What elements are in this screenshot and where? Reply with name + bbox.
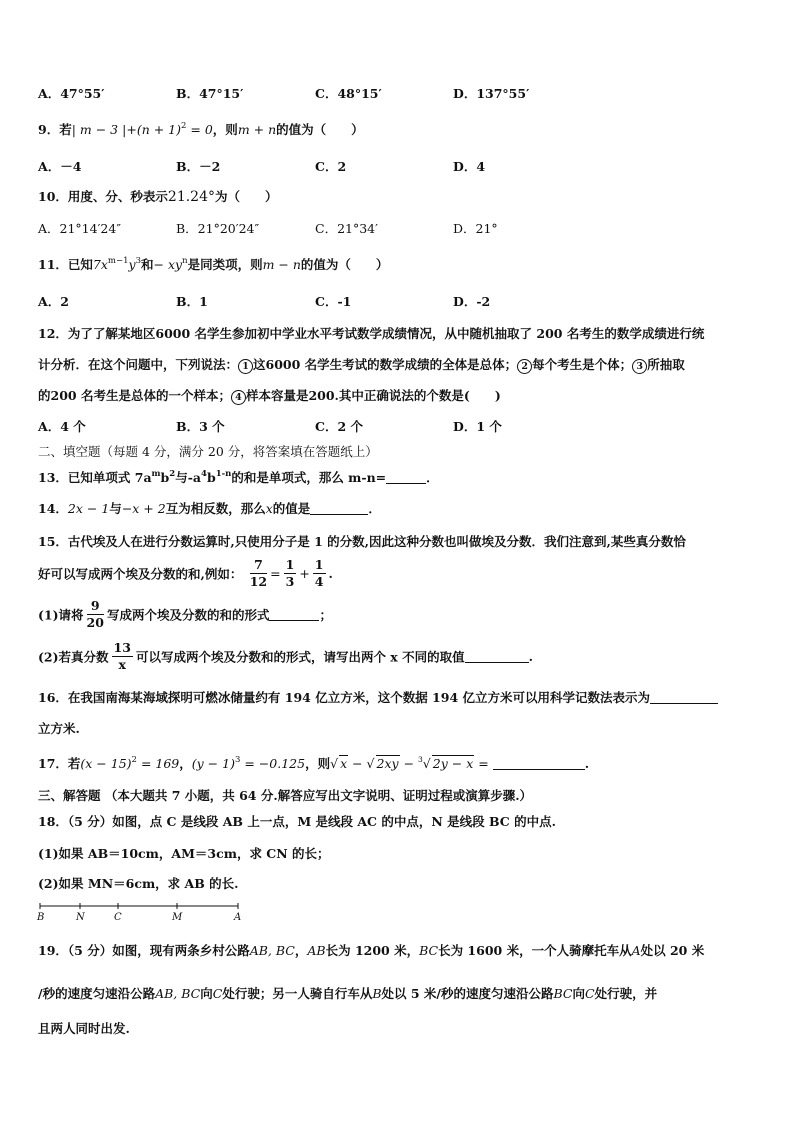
- q14-expr1: 2x − 1: [67, 501, 110, 516]
- q9-mn: m + n: [237, 122, 277, 137]
- q11-term1: $7x^{m-1}y^3$: [92, 256, 141, 272]
- q8-option-a: A．47°55′: [38, 86, 105, 101]
- q9-stem: [38, 120, 364, 138]
- q11-option-d: D．-2: [453, 294, 491, 309]
- q12-option-d: D．1 个: [453, 419, 502, 434]
- label-n: N: [76, 912, 85, 923]
- q15-part1: (1)请将 $\frac{9}{20}$ 写成两个埃及分数的和的形式 ；: [38, 598, 332, 630]
- q10-option-c: C．21°34′: [315, 221, 378, 236]
- q18-line1: 18．（5 分）如图，点 C 是线段 AB 上一点，M 是线段 AC 的中点，N 是线段 BC 的中点.: [38, 814, 556, 829]
- q8-option-c: C．48°15′: [315, 86, 382, 101]
- fraction-1-3: $\frac{1}{3}$: [285, 557, 295, 589]
- label-b: B: [37, 912, 45, 923]
- q10-option-a: A．21°14′24″: [38, 221, 122, 236]
- q17-answer-blank: [493, 757, 585, 770]
- q10-option-d: D．21°: [453, 221, 498, 236]
- q12-option-a: A．4 个: [38, 419, 86, 434]
- q11-mn: m − n: [262, 257, 301, 272]
- q15-part2-blank: [465, 650, 529, 663]
- q16-line1: 16．在我国南海某海域探明可燃冰储量约有 194 亿立方米，这个数据 194 亿立方米可以用科学记数法表示为: [38, 688, 718, 706]
- q18-part1: (1)如果 AB＝10cm，AM＝3cm，求 CN 的长；: [38, 846, 330, 861]
- q9-option-d: D．4: [453, 159, 486, 174]
- q15-line2: 好可以写成两个埃及分数的和,例如： $\frac{7}{12}$ = $\frac{1}{3}$ + $\frac{1}{4}$ .: [38, 557, 333, 589]
- q12-option-b: B．3 个: [176, 419, 225, 434]
- q13-answer-blank: [386, 471, 426, 484]
- q11-option-b: B．1: [176, 294, 208, 309]
- q8-option-b: B．47°15′: [176, 86, 244, 101]
- q10-value: 21.24°: [167, 189, 215, 205]
- q14-stem: 14．2x − 1与−x + 2互为相反数，那么x的值是 ．: [38, 501, 381, 516]
- q12-line3: 的200 名考生是总体的一个样本； 4 样本容量是200.其中正确说法的个数是( ): [38, 388, 501, 403]
- q12-options: [38, 417, 758, 435]
- fraction-13-x: $\frac{13}{x}$: [113, 640, 131, 672]
- q14-answer-blank: [310, 502, 368, 515]
- q19-line3: 且两人同时出发.: [38, 1021, 130, 1036]
- q11-option-a: A．2: [38, 294, 69, 309]
- q10-options: [38, 219, 758, 237]
- q9-mid: ，则: [212, 122, 238, 137]
- fraction-9-20: $\frac{9}{20}$: [86, 598, 104, 630]
- q19-line1: 19．（5 分）如图，现有两条乡村公路AB, BC，AB长为 1200 米，BC长为 1600 米，一个人骑摩托车从A处以 20 米: [38, 943, 705, 958]
- section-2-heading: 二、填空题（每题 4 分，满分 20 分，将答案填在答题纸上）: [38, 444, 378, 459]
- q16-line2: 立方米.: [38, 721, 80, 736]
- circled-number-3: 3: [632, 359, 647, 374]
- q9-pre: 若: [59, 122, 72, 137]
- q12-option-c: C．2 个: [315, 419, 363, 434]
- q12-line1: 12．为了了解某地区6000 名学生参加初中学业水平考试数学成绩情况，从中随机抽取了 200 名考生的数学成绩进行统: [38, 326, 705, 341]
- q19-line2: /秒的速度匀速沿公路AB, BC向C处行驶；另一人骑自行车从B处以 5 米/秒的速度匀速沿公路BC向C处行驶，并: [38, 986, 658, 1001]
- q11-options: [38, 292, 758, 310]
- q9-option-c: C．2: [315, 159, 347, 174]
- q17-radical-expr: √ x − √ 2xy − $^3$√ 2y − x =: [330, 755, 493, 771]
- q17-expr2: $(y - 1)^3 = -0.125$: [191, 755, 306, 771]
- q9-number: 9．: [38, 122, 60, 137]
- q8-option-d: D．137°55′: [453, 86, 530, 101]
- fraction-7-12: $\frac{7}{12}$: [249, 557, 268, 589]
- circled-number-2: 2: [517, 359, 532, 374]
- q9-post: 的值为（ ）: [276, 122, 364, 137]
- q10-option-b: B．21°20′24″: [176, 221, 260, 236]
- label-a: A: [234, 912, 242, 923]
- q18-part2: (2)如果 MN＝6cm，求 AB 的长.: [38, 876, 239, 891]
- q11-term2: − $xy^n$: [153, 256, 188, 272]
- q9-expression: | m − 3 $|+(n + 1)^2 = 0$: [71, 121, 213, 137]
- label-c: C: [114, 912, 122, 923]
- q17-expr1: $(x - 15)^2 = 169$: [80, 755, 180, 771]
- q15-part1-blank: [269, 608, 319, 621]
- section-3-heading: 三、解答题 （本大题共 7 小题，共 64 分.解答应写出文字说明、证明过程或演算步骤.）: [38, 788, 533, 803]
- q11-option-c: C．-1: [315, 294, 352, 309]
- q18-segment-diagram: [36, 898, 246, 924]
- q15-line1: 15．古代埃及人在进行分数运算时,只使用分子是 1 的分数,因此这种分数也叫做埃及分数．我们注意到,某些真分数恰: [38, 534, 686, 549]
- q16-answer-blank: [650, 691, 718, 704]
- circled-number-4: 4: [231, 390, 246, 405]
- fraction-1-4: $\frac{1}{4}$: [314, 557, 324, 589]
- label-m: M: [172, 912, 183, 923]
- circled-number-1: 1: [238, 359, 253, 374]
- q17-stem: 17．若$(x - 15)^2 = 169$，$(y - 1)^3 = -0.125$，则√ x − √ 2xy − $^3$√ 2y − x = .: [38, 755, 590, 771]
- q9-option-a: A．－4: [38, 159, 82, 174]
- q12-line2: 计分析．在这个问题中，下列说法： 1 这6000 名学生考试的数学成绩的全体是总体； 2 每个考生是个体； 3 所抽取: [38, 357, 685, 372]
- q14-expr2: −x + 2: [121, 501, 166, 516]
- q13-stem: 13．已知单项式 $7a^mb^2$与$-a^4b^{1-n}$的和是单项式，那么 m-n= ．: [38, 469, 439, 485]
- q9-option-b: B．－2: [176, 159, 221, 174]
- q8-options: [38, 84, 758, 102]
- q11-stem: 11．已知$7x^{m-1}y^3$和− $xy^n$是同类项，则m − n的值为（ ）: [38, 256, 389, 272]
- q9-options: [38, 157, 758, 175]
- q10-stem: 10．用度、分、秒表示21.24°为（ ）: [38, 189, 278, 205]
- q15-part2: (2)若真分数 $\frac{13}{x}$ 可以写成两个埃及分数和的形式，请写出两个 x 不同的取值 .: [38, 640, 533, 672]
